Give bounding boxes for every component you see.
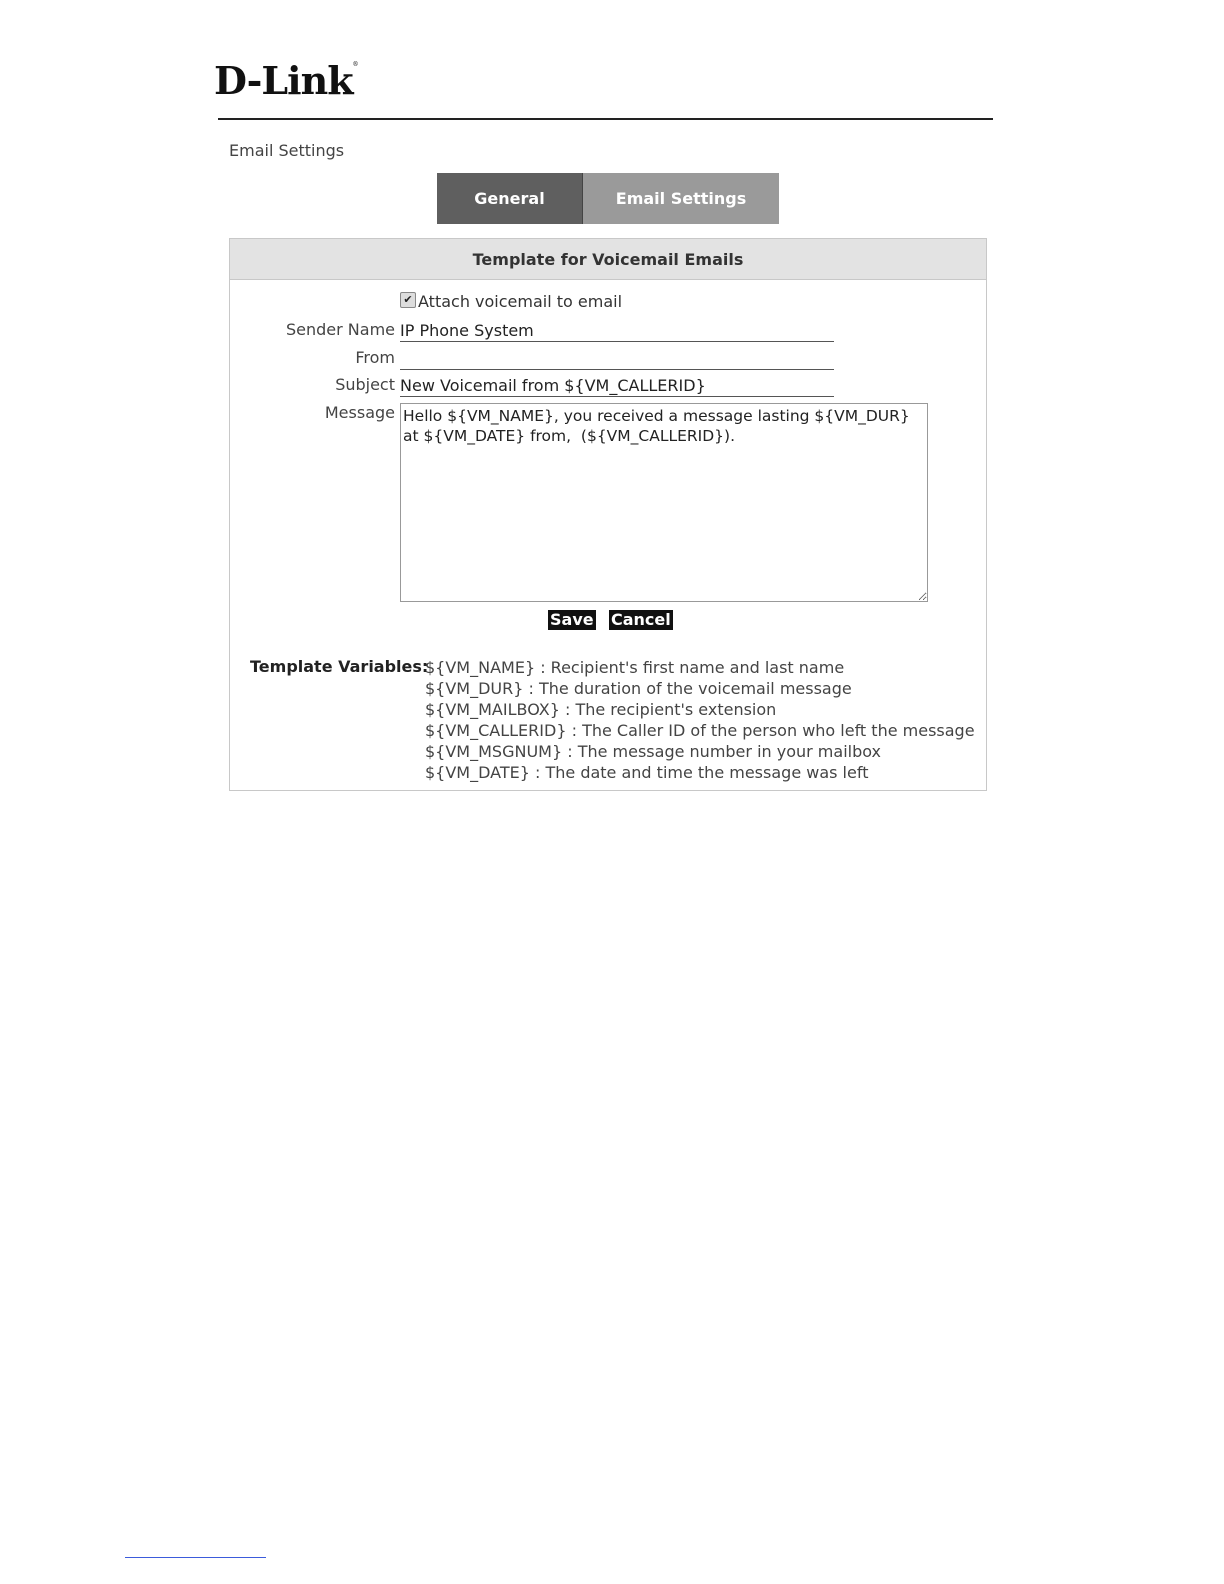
save-button[interactable]: Save bbox=[550, 610, 594, 629]
template-variable-item: ${VM_DUR} : The duration of the voicemail message bbox=[425, 679, 852, 698]
footer-link-underline bbox=[125, 1557, 266, 1558]
message-textarea[interactable] bbox=[400, 403, 928, 602]
registered-mark: ® bbox=[352, 61, 358, 68]
template-variable-item: ${VM_CALLERID} : The Caller ID of the person who left the message bbox=[425, 721, 975, 740]
voicemail-template-panel bbox=[229, 238, 987, 791]
template-variables-list bbox=[425, 657, 975, 783]
tab-bar bbox=[437, 173, 779, 224]
dlink-logo: D-Link® bbox=[214, 58, 358, 103]
subject-label: Subject bbox=[335, 375, 395, 394]
tab-email-settings[interactable]: Email Settings bbox=[583, 173, 779, 224]
template-variable-item: ${VM_MSGNUM} : The message number in your mailbox bbox=[425, 742, 881, 761]
template-variable-item: ${VM_NAME} : Recipient's first name and last name bbox=[425, 658, 845, 677]
header-divider bbox=[218, 118, 993, 120]
attach-voicemail-row[interactable] bbox=[400, 292, 622, 311]
from-input[interactable] bbox=[400, 347, 834, 370]
attach-voicemail-label: Attach voicemail to email bbox=[418, 292, 623, 311]
tab-general[interactable]: General bbox=[437, 173, 583, 224]
subject-input[interactable] bbox=[400, 374, 834, 397]
template-variables-label: Template Variables: bbox=[250, 657, 429, 676]
sender-name-input[interactable] bbox=[400, 319, 834, 342]
attach-voicemail-checkbox[interactable]: ✔ bbox=[400, 292, 416, 308]
template-variable-item: ${VM_DATE} : The date and time the message was left bbox=[425, 763, 869, 782]
message-label: Message bbox=[324, 403, 395, 422]
sender-name-label: Sender Name bbox=[285, 320, 395, 339]
template-variable-item: ${VM_MAILBOX} : The recipient's extension bbox=[425, 700, 777, 719]
panel-title: Template for Voicemail Emails bbox=[230, 239, 986, 280]
from-label: From bbox=[355, 348, 395, 367]
cancel-button[interactable]: Cancel bbox=[611, 610, 671, 629]
page-title: Email Settings bbox=[229, 141, 345, 160]
